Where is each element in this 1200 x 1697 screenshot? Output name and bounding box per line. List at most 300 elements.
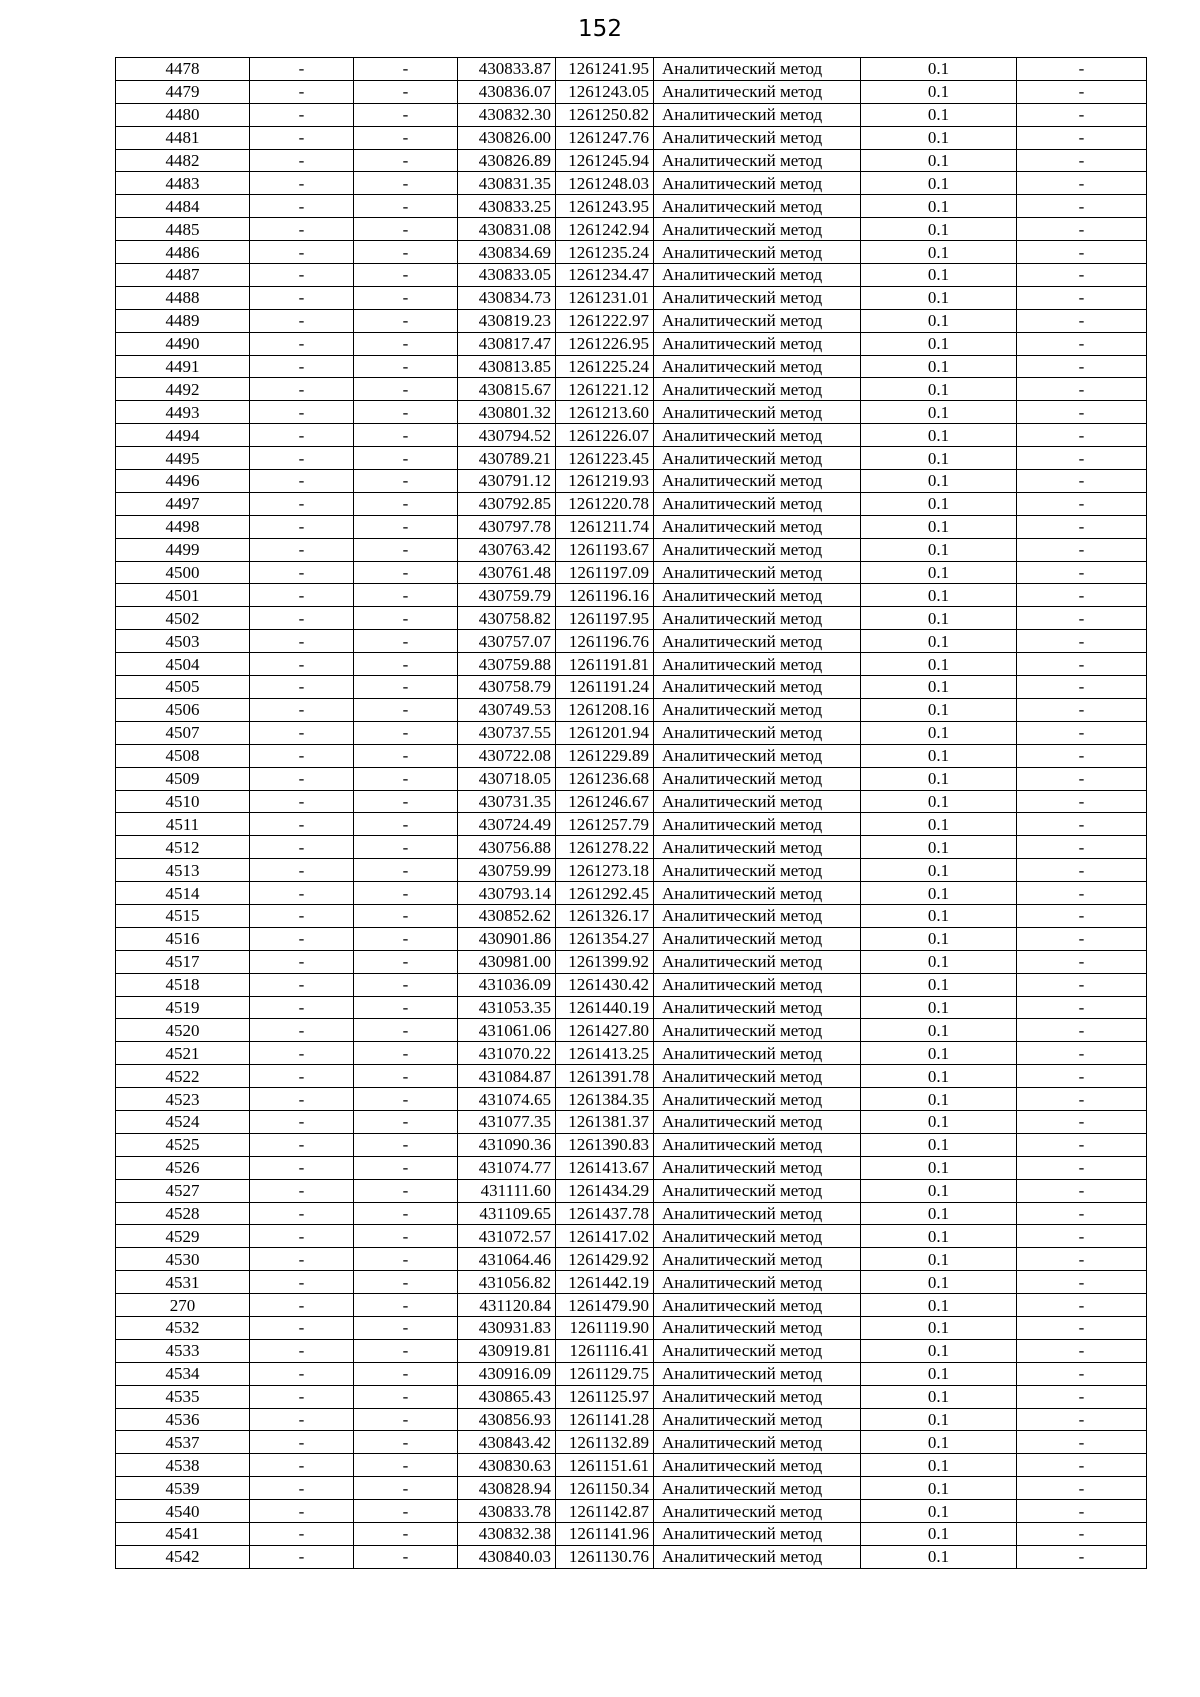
col3-cell: - <box>354 126 458 149</box>
x-coordinate-cell: 431084.87 <box>458 1065 556 1088</box>
method-cell: Аналитический метод <box>654 1523 861 1546</box>
accuracy-cell: 0.1 <box>861 1500 1017 1523</box>
y-coordinate-cell: 1261193.67 <box>556 538 654 561</box>
accuracy-cell: 0.1 <box>861 721 1017 744</box>
point-number-cell: 4481 <box>116 126 250 149</box>
col2-cell: - <box>250 103 354 126</box>
x-coordinate-cell: 430793.14 <box>458 882 556 905</box>
col2-cell: - <box>250 355 354 378</box>
method-cell: Аналитический метод <box>654 424 861 447</box>
col8-cell: - <box>1017 1431 1147 1454</box>
method-cell: Аналитический метод <box>654 355 861 378</box>
x-coordinate-cell: 430789.21 <box>458 447 556 470</box>
col2-cell: - <box>250 241 354 264</box>
col3-cell: - <box>354 676 458 699</box>
table-row <box>116 172 1147 195</box>
point-number-cell: 270 <box>116 1294 250 1317</box>
point-number-cell: 4522 <box>116 1065 250 1088</box>
col8-cell: - <box>1017 836 1147 859</box>
x-coordinate-cell: 431036.09 <box>458 973 556 996</box>
table-row <box>116 1523 1147 1546</box>
accuracy-cell: 0.1 <box>861 538 1017 561</box>
accuracy-cell: 0.1 <box>861 1179 1017 1202</box>
x-coordinate-cell: 430836.07 <box>458 80 556 103</box>
y-coordinate-cell: 1261442.19 <box>556 1271 654 1294</box>
method-cell: Аналитический метод <box>654 1294 861 1317</box>
col8-cell: - <box>1017 1339 1147 1362</box>
col2-cell: - <box>250 561 354 584</box>
accuracy-cell: 0.1 <box>861 264 1017 287</box>
col2-cell: - <box>250 1271 354 1294</box>
col3-cell: - <box>354 515 458 538</box>
accuracy-cell: 0.1 <box>861 218 1017 241</box>
table-row <box>116 1042 1147 1065</box>
y-coordinate-cell: 1261417.02 <box>556 1225 654 1248</box>
method-cell: Аналитический метод <box>654 80 861 103</box>
method-cell: Аналитический метод <box>654 996 861 1019</box>
col8-cell: - <box>1017 126 1147 149</box>
table-row <box>116 1110 1147 1133</box>
y-coordinate-cell: 1261236.68 <box>556 767 654 790</box>
col3-cell: - <box>354 904 458 927</box>
method-cell: Аналитический метод <box>654 103 861 126</box>
x-coordinate-cell: 430856.93 <box>458 1408 556 1431</box>
col8-cell: - <box>1017 721 1147 744</box>
col2-cell: - <box>250 309 354 332</box>
method-cell: Аналитический метод <box>654 767 861 790</box>
point-number-cell: 4485 <box>116 218 250 241</box>
table-row <box>116 561 1147 584</box>
method-cell: Аналитический метод <box>654 584 861 607</box>
col3-cell: - <box>354 1545 458 1568</box>
col3-cell: - <box>354 1225 458 1248</box>
col8-cell: - <box>1017 401 1147 424</box>
x-coordinate-cell: 431056.82 <box>458 1271 556 1294</box>
x-coordinate-cell: 430931.83 <box>458 1316 556 1339</box>
x-coordinate-cell: 430718.05 <box>458 767 556 790</box>
col8-cell: - <box>1017 676 1147 699</box>
accuracy-cell: 0.1 <box>861 1133 1017 1156</box>
table-row <box>116 264 1147 287</box>
col2-cell: - <box>250 859 354 882</box>
method-cell: Аналитический метод <box>654 1431 861 1454</box>
y-coordinate-cell: 1261247.76 <box>556 126 654 149</box>
y-coordinate-cell: 1261211.74 <box>556 515 654 538</box>
x-coordinate-cell: 430759.88 <box>458 653 556 676</box>
col8-cell: - <box>1017 58 1147 81</box>
point-number-cell: 4507 <box>116 721 250 744</box>
point-number-cell: 4492 <box>116 378 250 401</box>
accuracy-cell: 0.1 <box>861 447 1017 470</box>
method-cell: Аналитический метод <box>654 126 861 149</box>
col3-cell: - <box>354 355 458 378</box>
method-cell: Аналитический метод <box>654 882 861 905</box>
col3-cell: - <box>354 1362 458 1385</box>
y-coordinate-cell: 1261231.01 <box>556 286 654 309</box>
col3-cell: - <box>354 1454 458 1477</box>
col8-cell: - <box>1017 996 1147 1019</box>
point-number-cell: 4530 <box>116 1248 250 1271</box>
col2-cell: - <box>250 470 354 493</box>
y-coordinate-cell: 1261243.95 <box>556 195 654 218</box>
table-row <box>116 904 1147 927</box>
col2-cell: - <box>250 264 354 287</box>
table-row <box>116 126 1147 149</box>
x-coordinate-cell: 430834.73 <box>458 286 556 309</box>
table-row <box>116 630 1147 653</box>
point-number-cell: 4528 <box>116 1202 250 1225</box>
point-number-cell: 4488 <box>116 286 250 309</box>
method-cell: Аналитический метод <box>654 698 861 721</box>
table-row <box>116 103 1147 126</box>
col3-cell: - <box>354 1065 458 1088</box>
table-row <box>116 882 1147 905</box>
point-number-cell: 4479 <box>116 80 250 103</box>
accuracy-cell: 0.1 <box>861 126 1017 149</box>
col2-cell: - <box>250 698 354 721</box>
point-number-cell: 4480 <box>116 103 250 126</box>
col3-cell: - <box>354 813 458 836</box>
method-cell: Аналитический метод <box>654 1088 861 1111</box>
method-cell: Аналитический метод <box>654 241 861 264</box>
method-cell: Аналитический метод <box>654 1408 861 1431</box>
col8-cell: - <box>1017 1088 1147 1111</box>
table-row <box>116 813 1147 836</box>
col3-cell: - <box>354 859 458 882</box>
point-number-cell: 4478 <box>116 58 250 81</box>
accuracy-cell: 0.1 <box>861 561 1017 584</box>
col2-cell: - <box>250 1454 354 1477</box>
col2-cell: - <box>250 1500 354 1523</box>
method-cell: Аналитический метод <box>654 149 861 172</box>
y-coordinate-cell: 1261479.90 <box>556 1294 654 1317</box>
col3-cell: - <box>354 721 458 744</box>
method-cell: Аналитический метод <box>654 927 861 950</box>
col3-cell: - <box>354 767 458 790</box>
col2-cell: - <box>250 492 354 515</box>
accuracy-cell: 0.1 <box>861 950 1017 973</box>
col3-cell: - <box>354 1316 458 1339</box>
table-row <box>116 218 1147 241</box>
col2-cell: - <box>250 1042 354 1065</box>
col3-cell: - <box>354 630 458 653</box>
col8-cell: - <box>1017 332 1147 355</box>
col2-cell: - <box>250 378 354 401</box>
col8-cell: - <box>1017 1385 1147 1408</box>
point-number-cell: 4502 <box>116 607 250 630</box>
point-number-cell: 4500 <box>116 561 250 584</box>
col3-cell: - <box>354 332 458 355</box>
y-coordinate-cell: 1261196.16 <box>556 584 654 607</box>
col2-cell: - <box>250 80 354 103</box>
accuracy-cell: 0.1 <box>861 790 1017 813</box>
method-cell: Аналитический метод <box>654 904 861 927</box>
col2-cell: - <box>250 58 354 81</box>
y-coordinate-cell: 1261197.95 <box>556 607 654 630</box>
col3-cell: - <box>354 1042 458 1065</box>
col3-cell: - <box>354 218 458 241</box>
method-cell: Аналитический метод <box>654 1385 861 1408</box>
col8-cell: - <box>1017 515 1147 538</box>
col8-cell: - <box>1017 286 1147 309</box>
accuracy-cell: 0.1 <box>861 1545 1017 1568</box>
point-number-cell: 4483 <box>116 172 250 195</box>
y-coordinate-cell: 1261413.67 <box>556 1156 654 1179</box>
point-number-cell: 4494 <box>116 424 250 447</box>
y-coordinate-cell: 1261125.97 <box>556 1385 654 1408</box>
col3-cell: - <box>354 80 458 103</box>
table-row <box>116 744 1147 767</box>
col8-cell: - <box>1017 1523 1147 1546</box>
col3-cell: - <box>354 424 458 447</box>
accuracy-cell: 0.1 <box>861 1225 1017 1248</box>
col2-cell: - <box>250 1339 354 1362</box>
accuracy-cell: 0.1 <box>861 973 1017 996</box>
table-row <box>116 332 1147 355</box>
col2-cell: - <box>250 1431 354 1454</box>
col8-cell: - <box>1017 1477 1147 1500</box>
col8-cell: - <box>1017 195 1147 218</box>
col3-cell: - <box>354 264 458 287</box>
y-coordinate-cell: 1261326.17 <box>556 904 654 927</box>
x-coordinate-cell: 430832.30 <box>458 103 556 126</box>
method-cell: Аналитический метод <box>654 1156 861 1179</box>
x-coordinate-cell: 430794.52 <box>458 424 556 447</box>
method-cell: Аналитический метод <box>654 1133 861 1156</box>
x-coordinate-cell: 430815.67 <box>458 378 556 401</box>
point-number-cell: 4533 <box>116 1339 250 1362</box>
col2-cell: - <box>250 950 354 973</box>
accuracy-cell: 0.1 <box>861 1088 1017 1111</box>
x-coordinate-cell: 430759.99 <box>458 859 556 882</box>
table-row <box>116 241 1147 264</box>
y-coordinate-cell: 1261208.16 <box>556 698 654 721</box>
col8-cell: - <box>1017 241 1147 264</box>
y-coordinate-cell: 1261222.97 <box>556 309 654 332</box>
col3-cell: - <box>354 1133 458 1156</box>
col8-cell: - <box>1017 1271 1147 1294</box>
table-row <box>116 1088 1147 1111</box>
x-coordinate-cell: 430763.42 <box>458 538 556 561</box>
method-cell: Аналитический метод <box>654 1477 861 1500</box>
col3-cell: - <box>354 1156 458 1179</box>
accuracy-cell: 0.1 <box>861 653 1017 676</box>
col3-cell: - <box>354 309 458 332</box>
point-number-cell: 4511 <box>116 813 250 836</box>
method-cell: Аналитический метод <box>654 1065 861 1088</box>
x-coordinate-cell: 430737.55 <box>458 721 556 744</box>
point-number-cell: 4495 <box>116 447 250 470</box>
col8-cell: - <box>1017 1248 1147 1271</box>
x-coordinate-cell: 430792.85 <box>458 492 556 515</box>
x-coordinate-cell: 430817.47 <box>458 332 556 355</box>
method-cell: Аналитический метод <box>654 561 861 584</box>
col8-cell: - <box>1017 538 1147 561</box>
accuracy-cell: 0.1 <box>861 630 1017 653</box>
accuracy-cell: 0.1 <box>861 492 1017 515</box>
point-number-cell: 4529 <box>116 1225 250 1248</box>
point-number-cell: 4532 <box>116 1316 250 1339</box>
point-number-cell: 4520 <box>116 1019 250 1042</box>
method-cell: Аналитический метод <box>654 950 861 973</box>
point-number-cell: 4531 <box>116 1271 250 1294</box>
col8-cell: - <box>1017 1545 1147 1568</box>
method-cell: Аналитический метод <box>654 332 861 355</box>
y-coordinate-cell: 1261250.82 <box>556 103 654 126</box>
accuracy-cell: 0.1 <box>861 1042 1017 1065</box>
col2-cell: - <box>250 1110 354 1133</box>
point-number-cell: 4514 <box>116 882 250 905</box>
col3-cell: - <box>354 1248 458 1271</box>
method-cell: Аналитический метод <box>654 538 861 561</box>
col2-cell: - <box>250 584 354 607</box>
col8-cell: - <box>1017 927 1147 950</box>
accuracy-cell: 0.1 <box>861 355 1017 378</box>
table-row <box>116 378 1147 401</box>
col8-cell: - <box>1017 950 1147 973</box>
col3-cell: - <box>354 103 458 126</box>
point-number-cell: 4501 <box>116 584 250 607</box>
col2-cell: - <box>250 653 354 676</box>
col3-cell: - <box>354 286 458 309</box>
col2-cell: - <box>250 515 354 538</box>
accuracy-cell: 0.1 <box>861 515 1017 538</box>
y-coordinate-cell: 1261430.42 <box>556 973 654 996</box>
accuracy-cell: 0.1 <box>861 378 1017 401</box>
col2-cell: - <box>250 927 354 950</box>
point-number-cell: 4498 <box>116 515 250 538</box>
y-coordinate-cell: 1261234.47 <box>556 264 654 287</box>
col3-cell: - <box>354 447 458 470</box>
table-body <box>116 58 1147 1569</box>
col8-cell: - <box>1017 904 1147 927</box>
method-cell: Аналитический метод <box>654 470 861 493</box>
method-cell: Аналитический метод <box>654 1545 861 1568</box>
accuracy-cell: 0.1 <box>861 1316 1017 1339</box>
accuracy-cell: 0.1 <box>861 1019 1017 1042</box>
col3-cell: - <box>354 58 458 81</box>
y-coordinate-cell: 1261116.41 <box>556 1339 654 1362</box>
y-coordinate-cell: 1261413.25 <box>556 1042 654 1065</box>
col8-cell: - <box>1017 1133 1147 1156</box>
accuracy-cell: 0.1 <box>861 1065 1017 1088</box>
col2-cell: - <box>250 218 354 241</box>
col2-cell: - <box>250 1523 354 1546</box>
table-row <box>116 355 1147 378</box>
x-coordinate-cell: 430833.25 <box>458 195 556 218</box>
col3-cell: - <box>354 1271 458 1294</box>
col2-cell: - <box>250 813 354 836</box>
point-number-cell: 4491 <box>116 355 250 378</box>
method-cell: Аналитический метод <box>654 1339 861 1362</box>
col8-cell: - <box>1017 424 1147 447</box>
accuracy-cell: 0.1 <box>861 401 1017 424</box>
table-row <box>116 1454 1147 1477</box>
table-row <box>116 1545 1147 1568</box>
point-number-cell: 4525 <box>116 1133 250 1156</box>
point-number-cell: 4509 <box>116 767 250 790</box>
point-number-cell: 4513 <box>116 859 250 882</box>
col3-cell: - <box>354 1408 458 1431</box>
accuracy-cell: 0.1 <box>861 1202 1017 1225</box>
accuracy-cell: 0.1 <box>861 424 1017 447</box>
col3-cell: - <box>354 973 458 996</box>
point-number-cell: 4508 <box>116 744 250 767</box>
x-coordinate-cell: 430831.08 <box>458 218 556 241</box>
col3-cell: - <box>354 1385 458 1408</box>
table-row <box>116 721 1147 744</box>
x-coordinate-cell: 430813.85 <box>458 355 556 378</box>
x-coordinate-cell: 431074.65 <box>458 1088 556 1111</box>
col2-cell: - <box>250 1225 354 1248</box>
point-number-cell: 4493 <box>116 401 250 424</box>
table-row <box>116 1500 1147 1523</box>
y-coordinate-cell: 1261384.35 <box>556 1088 654 1111</box>
col3-cell: - <box>354 607 458 630</box>
y-coordinate-cell: 1261130.76 <box>556 1545 654 1568</box>
x-coordinate-cell: 431074.77 <box>458 1156 556 1179</box>
y-coordinate-cell: 1261142.87 <box>556 1500 654 1523</box>
y-coordinate-cell: 1261242.94 <box>556 218 654 241</box>
accuracy-cell: 0.1 <box>861 172 1017 195</box>
x-coordinate-cell: 430791.12 <box>458 470 556 493</box>
x-coordinate-cell: 430901.86 <box>458 927 556 950</box>
table-row <box>116 790 1147 813</box>
y-coordinate-cell: 1261197.09 <box>556 561 654 584</box>
table-row <box>116 836 1147 859</box>
x-coordinate-cell: 430833.05 <box>458 264 556 287</box>
y-coordinate-cell: 1261241.95 <box>556 58 654 81</box>
method-cell: Аналитический метод <box>654 264 861 287</box>
col3-cell: - <box>354 1523 458 1546</box>
point-number-cell: 4535 <box>116 1385 250 1408</box>
col2-cell: - <box>250 1248 354 1271</box>
x-coordinate-cell: 430758.79 <box>458 676 556 699</box>
col2-cell: - <box>250 1545 354 1568</box>
col3-cell: - <box>354 401 458 424</box>
table-row <box>116 996 1147 1019</box>
table-row <box>116 927 1147 950</box>
accuracy-cell: 0.1 <box>861 607 1017 630</box>
col3-cell: - <box>354 1019 458 1042</box>
method-cell: Аналитический метод <box>654 676 861 699</box>
x-coordinate-cell: 430919.81 <box>458 1339 556 1362</box>
y-coordinate-cell: 1261292.45 <box>556 882 654 905</box>
x-coordinate-cell: 431053.35 <box>458 996 556 1019</box>
x-coordinate-cell: 431070.22 <box>458 1042 556 1065</box>
point-number-cell: 4497 <box>116 492 250 515</box>
x-coordinate-cell: 430831.35 <box>458 172 556 195</box>
accuracy-cell: 0.1 <box>861 1156 1017 1179</box>
method-cell: Аналитический метод <box>654 1179 861 1202</box>
col3-cell: - <box>354 1477 458 1500</box>
col3-cell: - <box>354 149 458 172</box>
point-number-cell: 4506 <box>116 698 250 721</box>
col3-cell: - <box>354 492 458 515</box>
point-number-cell: 4487 <box>116 264 250 287</box>
y-coordinate-cell: 1261119.90 <box>556 1316 654 1339</box>
table-row <box>116 1362 1147 1385</box>
col8-cell: - <box>1017 1179 1147 1202</box>
x-coordinate-cell: 430832.38 <box>458 1523 556 1546</box>
point-number-cell: 4499 <box>116 538 250 561</box>
method-cell: Аналитический метод <box>654 378 861 401</box>
accuracy-cell: 0.1 <box>861 1294 1017 1317</box>
accuracy-cell: 0.1 <box>861 904 1017 927</box>
col2-cell: - <box>250 195 354 218</box>
method-cell: Аналитический метод <box>654 401 861 424</box>
method-cell: Аналитический метод <box>654 1248 861 1271</box>
